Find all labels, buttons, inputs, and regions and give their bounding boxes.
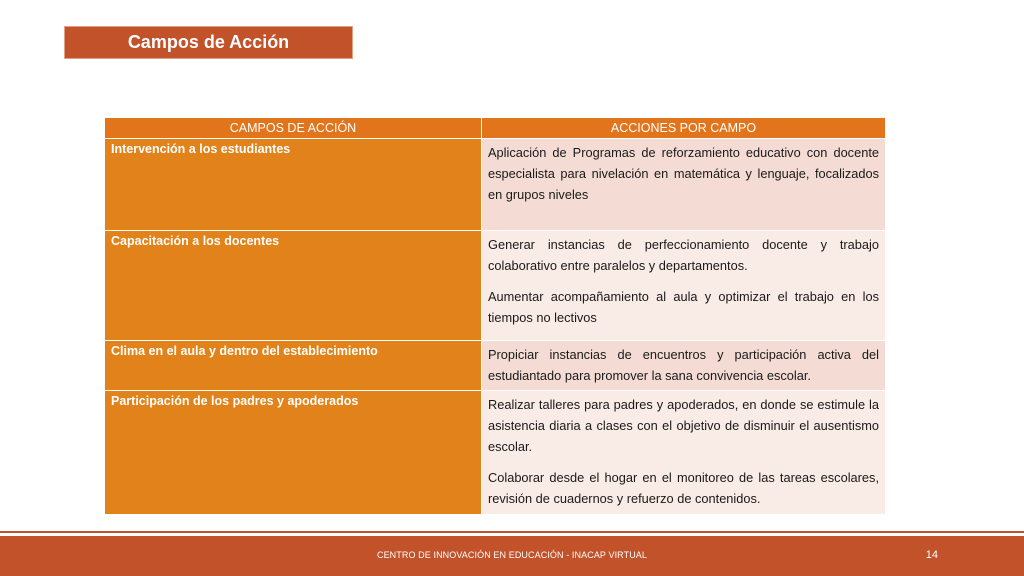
header-acciones: ACCIONES POR CAMPO xyxy=(482,118,886,139)
campo-cell: Clima en el aula y dentro del establecimiento xyxy=(105,341,482,391)
campo-cell: Participación de los padres y apoderados xyxy=(105,391,482,515)
table-row xyxy=(105,341,886,391)
table-row xyxy=(105,139,886,231)
campo-cell: Intervención a los estudiantes xyxy=(105,139,482,231)
header-campos: CAMPOS DE ACCIÓN xyxy=(105,118,482,139)
accion-cell xyxy=(482,139,886,231)
page-number: 14 xyxy=(925,549,938,561)
accion-text: Generar instancias de perfeccionamiento docente y trabajo colaborativo entre paralelos y departamentos. xyxy=(488,237,879,273)
accion-text: Aplicación de Programas de reforzamiento educativo con docente especialista para nivelación en matemática y lenguaje, focalizados en grupos niveles xyxy=(488,145,879,202)
accion-text: Aumentar acompañamiento al aula y optimizar el trabajo en los tiempos no lectivos xyxy=(488,289,879,325)
slide-title: Campos de Acción xyxy=(64,26,353,59)
accion-text: Realizar talleres para padres y apoderados, en donde se estimule la asistencia diaria a clases con el objetivo de disminuir el ausentismo escolar. xyxy=(488,397,879,454)
accion-cell xyxy=(482,391,886,515)
accion-text: Colaborar desde el hogar en el monitoreo de las tareas escolares, revisión de cuadernos y refuerzo de contenidos. xyxy=(488,470,879,506)
footer-text: CENTRO DE INNOVACIÓN EN EDUCACIÓN - INACAP VIRTUAL xyxy=(376,550,648,560)
campos-table xyxy=(104,117,886,515)
table-row xyxy=(105,391,886,515)
accion-text: Propiciar instancias de encuentros y participación activa del estudiantado para promover la sana convivencia escolar. xyxy=(488,347,879,383)
table-header-row xyxy=(105,118,886,139)
footer-divider xyxy=(0,531,1024,533)
table-row xyxy=(105,231,886,341)
accion-cell xyxy=(482,231,886,341)
accion-cell xyxy=(482,341,886,391)
campo-cell: Capacitación a los docentes xyxy=(105,231,482,341)
slide-footer xyxy=(0,536,1024,576)
